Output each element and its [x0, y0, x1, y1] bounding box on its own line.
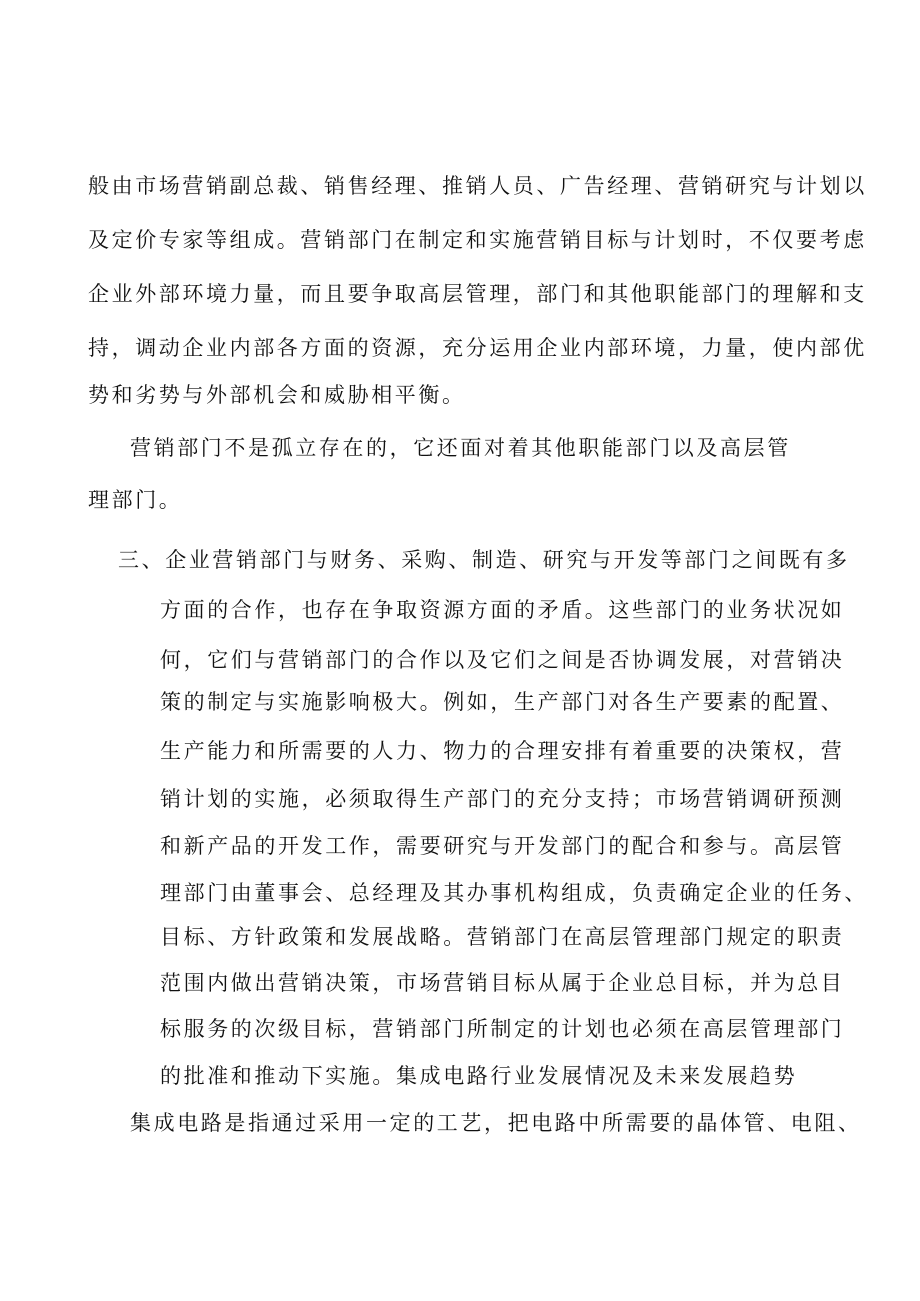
- text-line: 理部门由董事会、总经理及其办事机构组成，负责确定企业的任务、: [160, 881, 868, 905]
- text-line: 般由市场营销副总裁、销售经理、推销人员、广告经理、营销研究与计划以: [88, 174, 867, 198]
- text-line: 何，它们与营销部门的合作以及它们之间是否协调发展，对营销决: [160, 648, 845, 672]
- text-line: 生产能力和所需要的人力、物力的合理安排有着重要的决策权，营: [160, 739, 845, 763]
- text-line: 的批准和推动下实施。集成电路行业发展情况及未来发展趋势: [160, 1064, 798, 1088]
- text-line: 范围内做出营销决策，市场营销目标从属于企业总目标，并为总目: [160, 971, 845, 995]
- text-line: 标服务的次级目标，营销部门所制定的计划也必须在高层管理部门: [160, 1017, 845, 1041]
- text-line: 企业外部环境力量，而且要争取高层管理，部门和其他职能部门的理解和支: [88, 282, 867, 306]
- text-line: 营销部门不是孤立存在的，它还面对着其他职能部门以及高层管: [130, 436, 791, 460]
- text-line: 销计划的实施，必须取得生产部门的充分支持；市场营销调研预测: [160, 787, 845, 811]
- text-line: 及定价专家等组成。营销部门在制定和实施营销目标与计划时，不仅要考虑: [88, 228, 867, 252]
- text-line: 策的制定与实施影响极大。例如，生产部门对各生产要素的配置、: [160, 690, 845, 714]
- text-line: 理部门。: [88, 488, 183, 512]
- text-line: 目标、方针政策和发展战略。营销部门在高层管理部门规定的职责: [160, 925, 845, 949]
- text-line: 集成电路是指通过采用一定的工艺，把电路中所需要的晶体管、电阻、: [130, 1111, 862, 1135]
- section-heading-line: 三、企业营销部门与财务、采购、制造、研究与开发等部门之间既有多: [118, 548, 850, 572]
- text-line: 方面的合作，也存在争取资源方面的矛盾。这些部门的业务状况如: [160, 598, 845, 622]
- text-line: 势和劣势与外部机会和威胁相平衡。: [88, 383, 466, 407]
- text-line: 持，调动企业内部各方面的资源，充分运用企业内部环境，力量，使内部优: [88, 336, 867, 360]
- text-line: 和新产品的开发工作，需要研究与开发部门的配合和参与。高层管: [160, 834, 845, 858]
